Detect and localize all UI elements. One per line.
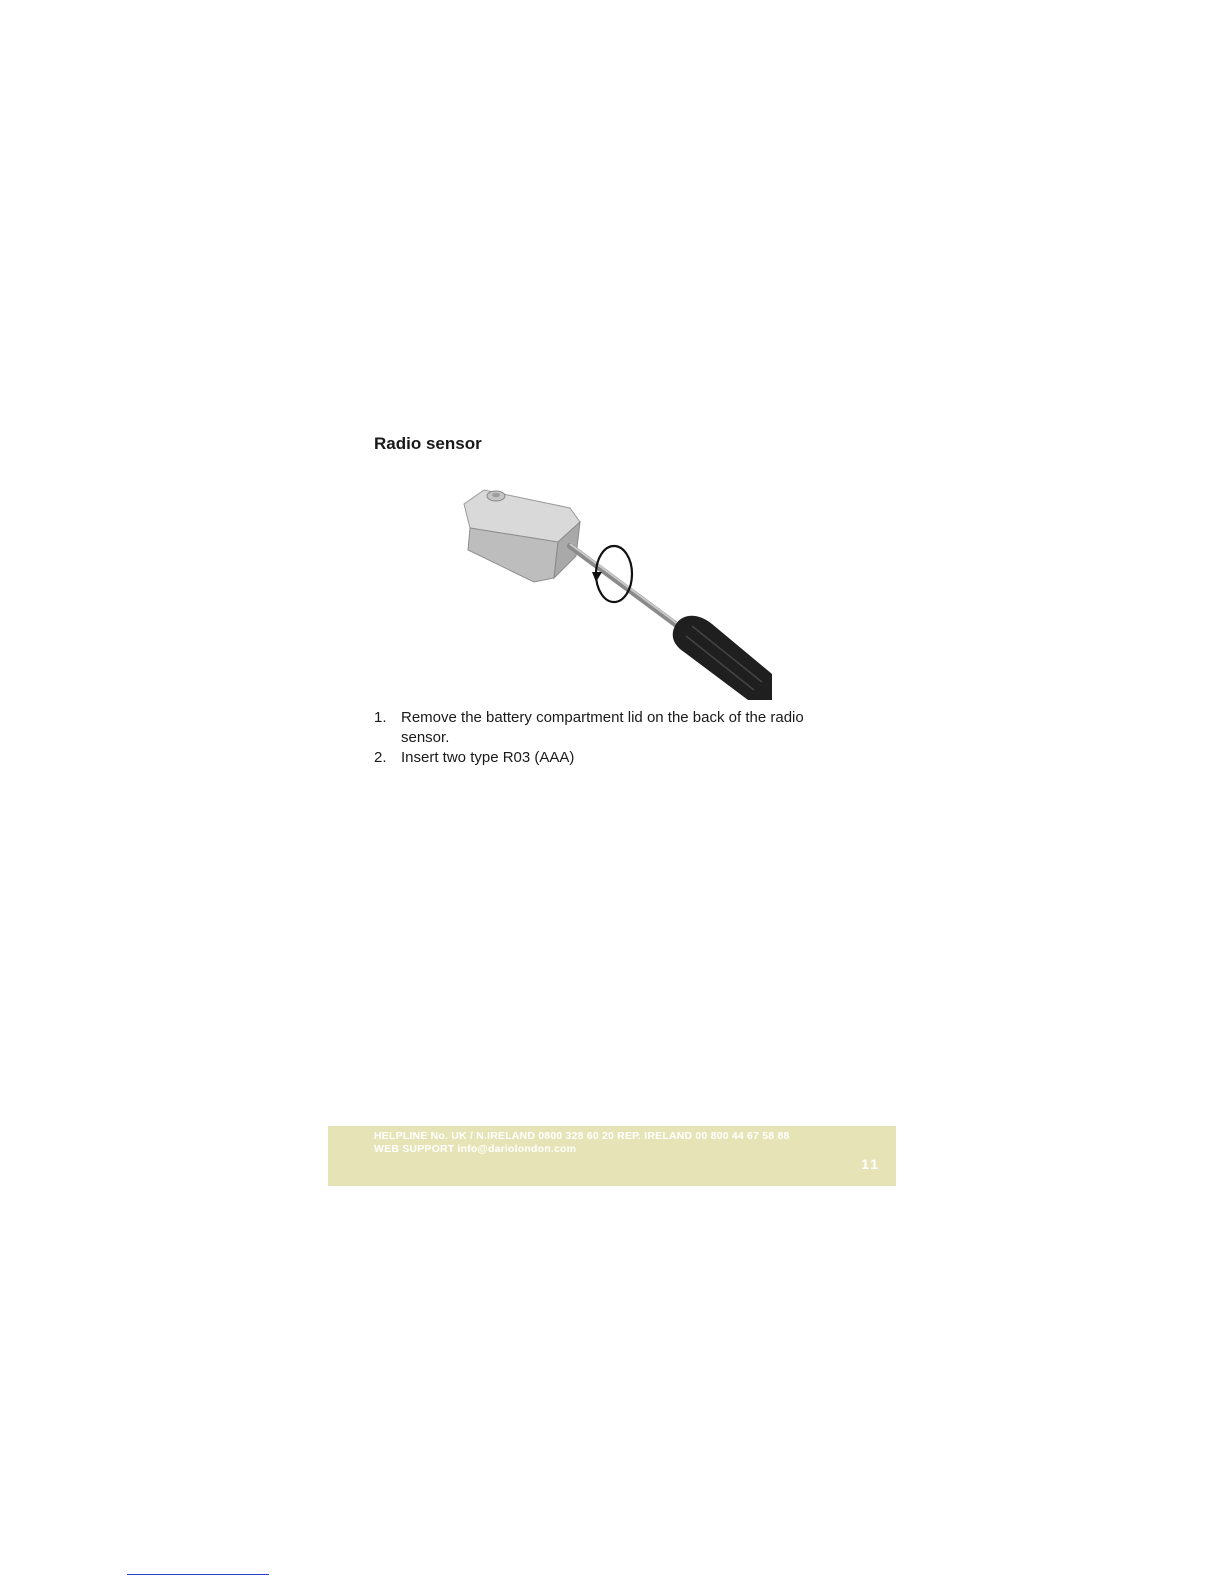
list-item — [374, 708, 854, 748]
page-number: 11 — [861, 1156, 880, 1172]
section-heading: Radio sensor — [374, 434, 482, 453]
step-number: 2. — [374, 749, 387, 766]
instruction-steps — [374, 708, 854, 768]
sensor-screwdriver-illustration — [462, 486, 776, 704]
list-item — [374, 748, 854, 768]
footer-band — [328, 1126, 896, 1186]
helpline-text: HELPLINE No. UK / N.IRELAND 0800 328 60 20 REP. IRELAND 00 800 44 67 58 88 — [374, 1130, 790, 1142]
step-text: Remove the battery compartment lid on the back of the radio sensor. — [401, 709, 804, 746]
footnote-rule — [127, 1574, 269, 1575]
step-number: 1. — [374, 709, 387, 726]
web-support-text: WEB SUPPORT info@dariolondon.com — [374, 1143, 577, 1155]
step-text: Insert two type R03 (AAA) — [401, 749, 575, 766]
